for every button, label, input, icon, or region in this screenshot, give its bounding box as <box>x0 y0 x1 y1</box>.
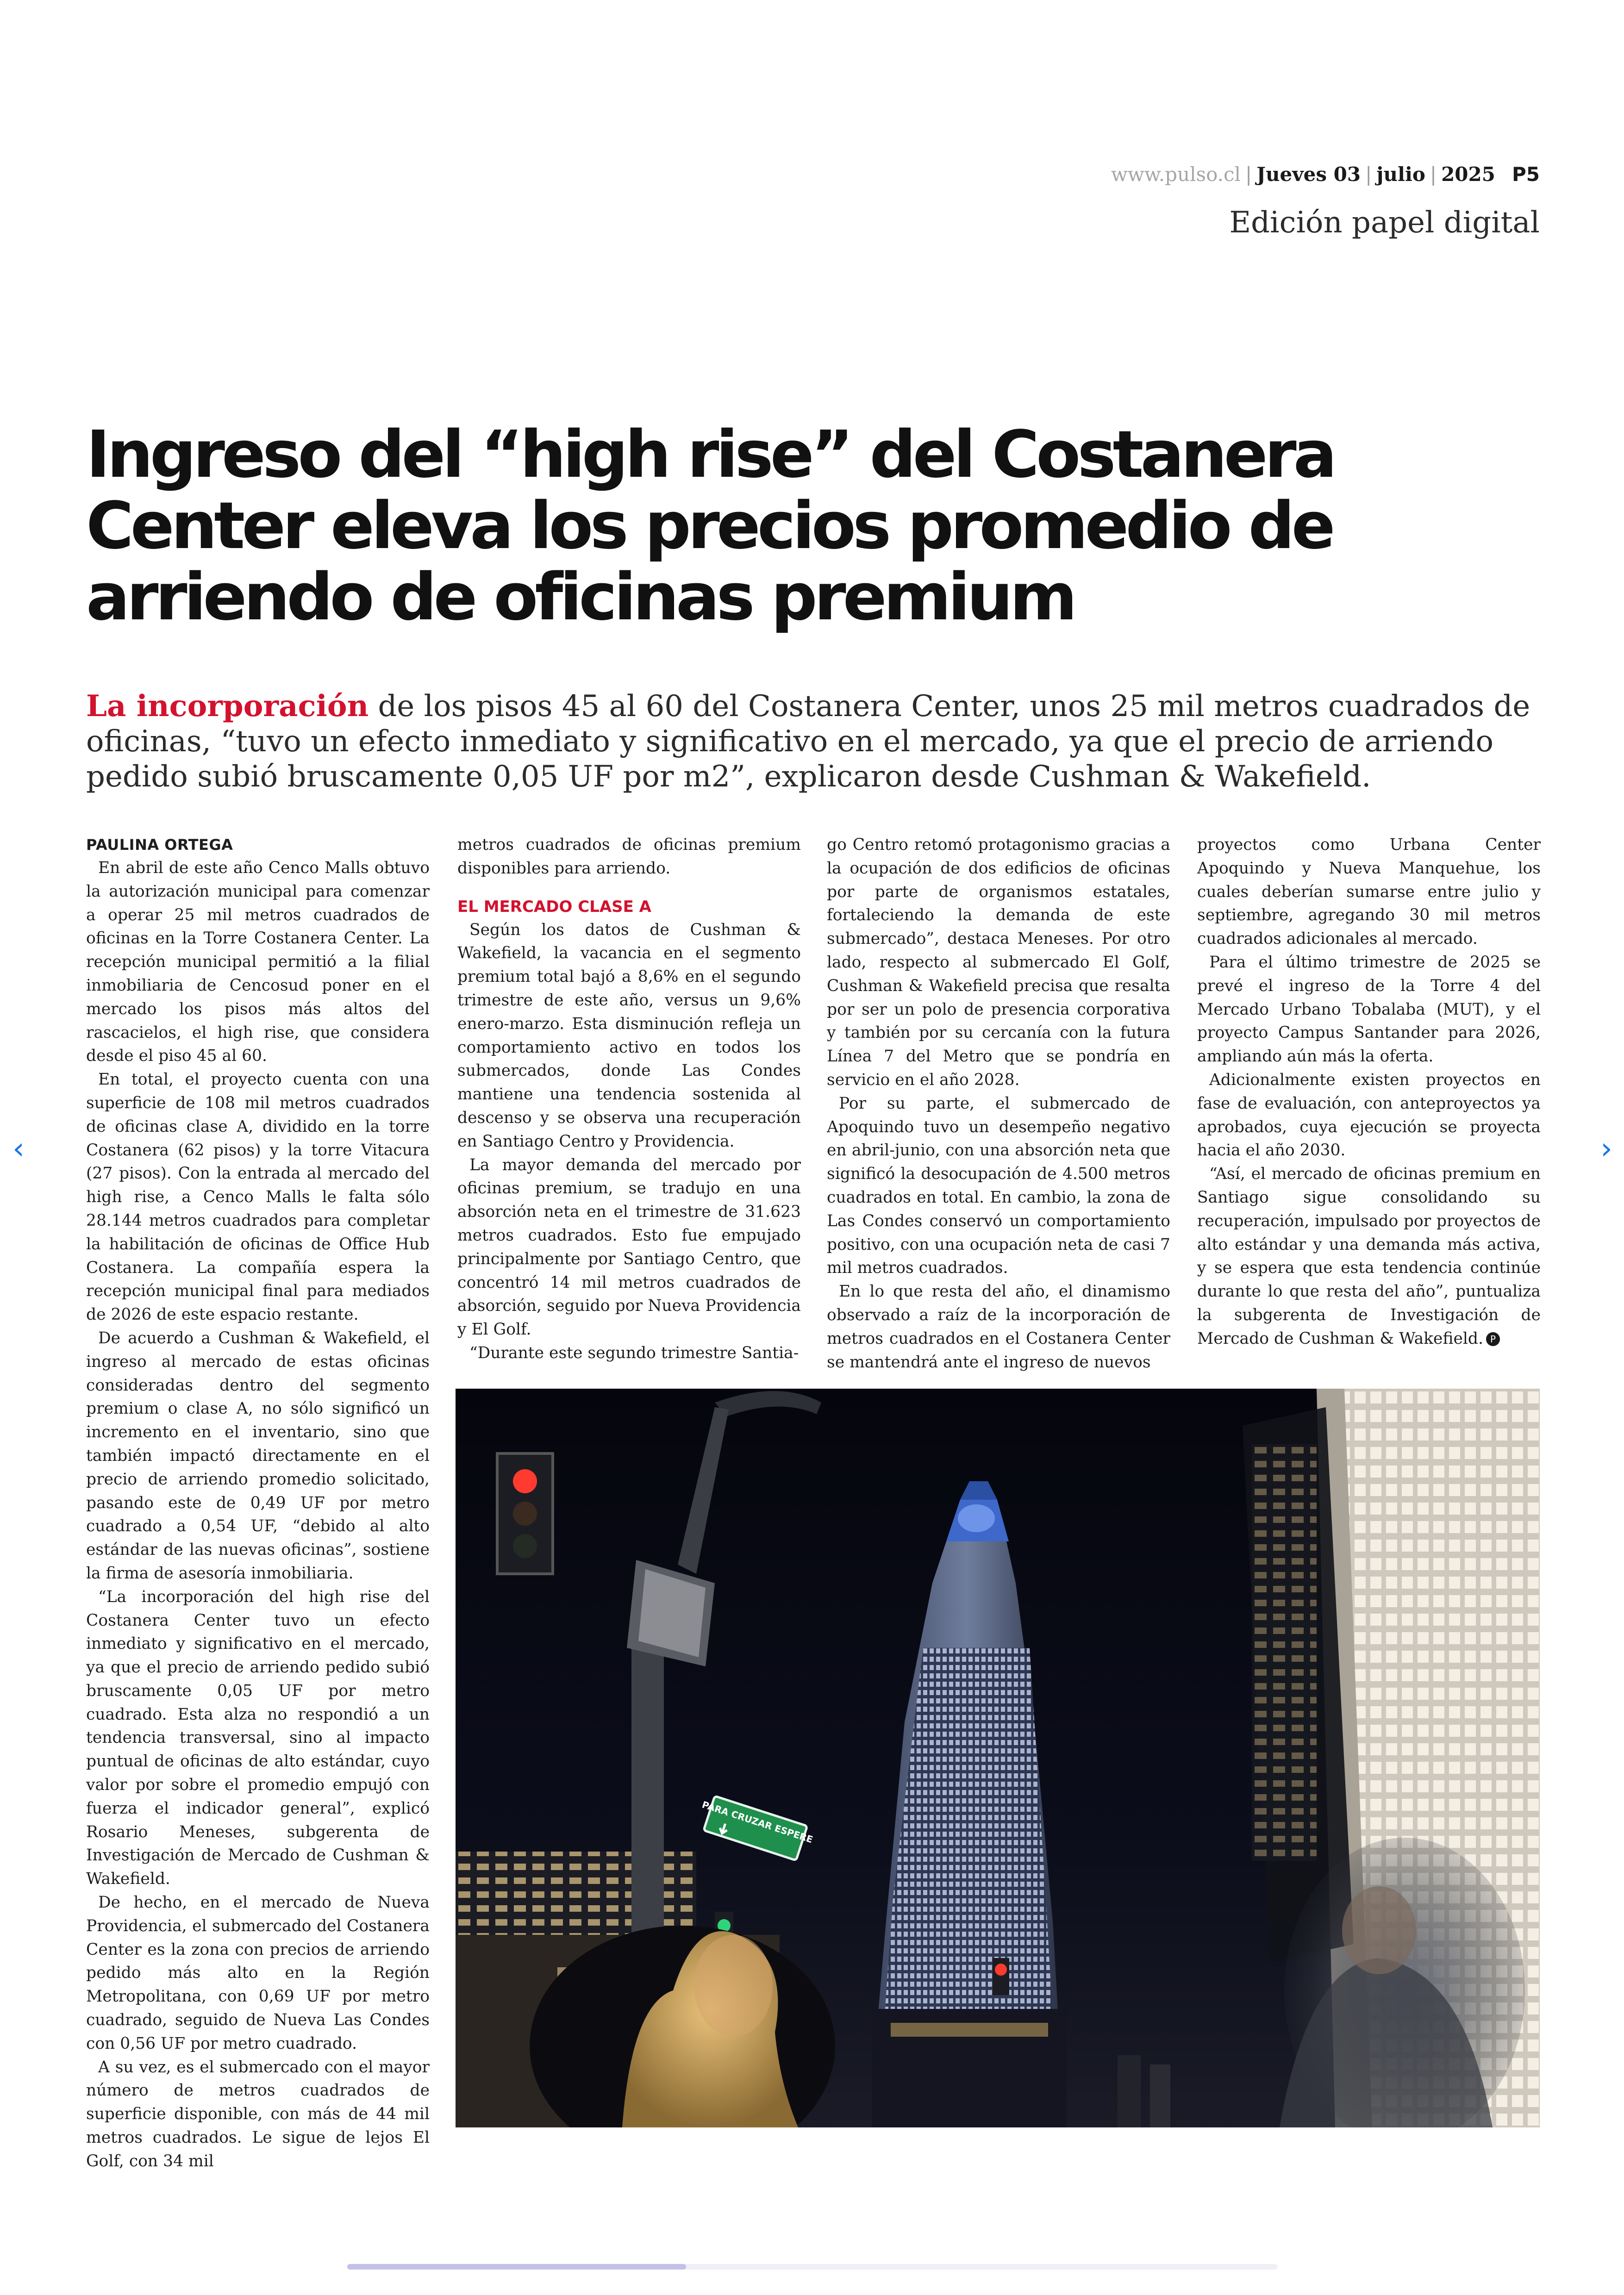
paragraph: De acuerdo a Cushman & Wakefield, el ingreso al mercado de estas oficinas consideradas dentro del segmento premium o clase A, no sólo significó un incremento en el inventario, sino que también impactó directamente en el precio de arriendo promedio solicitado, pasando este de 0,49 UF por metro cuadrado a 0,54 UF, “debido al alto estándar de las nuevas oficinas”, sostiene la firma de asesoría inmobiliaria. <box>86 1328 430 1583</box>
page-number: P5 <box>1512 163 1540 186</box>
paragraph: “La incorporación del high rise del Costanera Center tuvo un efecto inmediato y significativo en el mercado, ya que el precio de arriendo pedido subió bruscamente 0,05 UF por metro cuadrado. Esta alza no respondió a un tendencia transversal, sino al impacto puntual de oficinas de alto estándar, cuyo valor por sobre el promedio empujó con fuerza el indicador general”, explicó Rosario Meneses, subgerenta de Investigación de Mercado de Cushman & Wakefield. <box>86 1587 430 1889</box>
paragraph <box>1197 1162 1541 1350</box>
horizontal-scrollbar-thumb[interactable] <box>347 2264 686 2270</box>
paragraph: A su vez, es el submercado con el mayor número de metros cuadrados de superficie disponible, con más de 44 mil metros cuadrados. Le sigue de lejos El Golf, con 34 mil <box>86 2058 430 2170</box>
next-page-button[interactable]: › <box>1600 1132 1612 1166</box>
final-paragraph-text: “Así, el mercado de oficinas premium en Santiago sigue consolidando su recuperación, impulsado por proyectos de alto estándar y una demanda más activa, y se espera que esta tendencia continúe durante lo que resta del año”, puntualiza la subgerenta de Investigación de Mercado de Cushman & Wakefield. <box>1197 1165 1541 1348</box>
article-column-3 <box>827 833 1170 1374</box>
previous-page-button[interactable]: ‹ <box>12 1132 25 1166</box>
article-column-1 <box>86 833 430 2173</box>
byline: PAULINA ORTEGA <box>86 836 233 854</box>
issue-month: julio <box>1376 163 1425 186</box>
section-subhead: EL MERCADO CLASE A <box>457 897 651 916</box>
paragraph: Para el último trimestre de 2025 se prevé el ingreso de la Torre 4 del Mercado Urbano Tobalaba (MUT), y el proyecto Campus Santander para 2026, ampliando aún más la oferta. <box>1197 953 1541 1066</box>
night-street-scene <box>456 1389 1540 2127</box>
paragraph-continued: metros cuadrados de oficinas premium disponibles para arriendo. <box>457 836 801 878</box>
issue-year: 2025 <box>1441 163 1495 186</box>
issue-day: Jueves 03 <box>1256 163 1361 186</box>
paragraph: La mayor demanda del mercado por oficinas premium, se tradujo en una absorción neta en el trimestre de 31.623 metros cuadrados. Esto fue empujado principalmente por Santiago Centro, que concentró 14 mil metros cuadrados de absorción, seguido por Nueva Providencia y El Golf. <box>457 1155 801 1339</box>
paragraph: “Durante este segundo trimestre Santia- <box>469 1343 799 1362</box>
edition-label: Edición papel digital <box>1229 206 1540 240</box>
paragraph-continued: proyectos como Urbana Center Apoquindo y Nueva Manquehue, los cuales deberían sumarse entre julio y septiembre, agregando 30 mil metros cuadrados adicionales al mercado. <box>1197 836 1541 948</box>
paragraph: En lo que resta del año, el dinamismo observado a raíz de la incorporación de metros cuadrados en el Costanera Center se mantendrá ante el ingreso de nuevos <box>827 1282 1170 1372</box>
page-header: www.pulso.cl | Jueves 03 | julio | 2025 P5 <box>1111 163 1540 186</box>
article-photo <box>456 1389 1540 2127</box>
paragraph: En total, el proyecto cuenta con una superficie de 108 mil metros cuadrados de oficinas clase A, dividido en la torre Costanera (62 pisos) y la torre Vitacura (27 pisos). Con la entrada al mercado del high rise, a Cenco Malls le falta sólo 28.144 metros cuadrados para completar la habilitación de oficinas de Office Hub Costanera. La compañía espera la recepción municipal final para mediados de 2026 de este espacio restante. <box>86 1070 430 1324</box>
paragraph: Adicionalmente existen proyectos en fase de evaluación, con anteproyectos ya aprobados, cuya ejecución se proyecta hacia el año 2030. <box>1197 1070 1541 1160</box>
paragraph-continued: go Centro retomó protagonismo gracias a la ocupación de dos edificios de oficinas por parte de organismos estatales, fortaleciendo la demanda de este submercado”, destaca Meneses. Por otro lado, respecto al submercado El Golf, Cushman & Wakefield precisa que resalta por ser un polo de presencia corporativa y también por su cercanía con la futura Línea 7 del Metro que se pondría en servicio en el año 2028. <box>827 836 1170 1089</box>
article-headline: Ingreso del “high rise” del Costanera Center eleva los precios promedio de arriendo de oficinas premium <box>86 417 1334 635</box>
end-of-article-icon: P <box>1486 1332 1500 1346</box>
site-url[interactable]: www.pulso.cl <box>1111 163 1241 186</box>
lede-text: de los pisos 45 al 60 del Costanera Center, unos 25 mil metros cuadrados de oficinas, “tuvo un efecto inmediato y significativo en el mercado, ya que el precio de arriendo pedido subió bruscamente 0,05 UF por m2”, explicaron desde Cushman & Wakefield. <box>86 689 1530 794</box>
article-column-2 <box>457 833 801 1365</box>
paragraph: De hecho, en el mercado de Nueva Providencia, el submercado del Costanera Center es la zona con precios de arriendo pedido más alto en la Región Metropolitana, con 0,69 UF por metro cuadrado, seguido de Nueva Las Condes con 0,56 UF por metro cuadrado. <box>86 1893 430 2053</box>
paragraph: En abril de este año Cenco Malls obtuvo la autorización municipal para comenzar a operar 25 mil metros cuadrados de oficinas en la Torre Costanera Center. La recepción municipal permitió a la filial inmobiliaria de Cencosud poner en el mercado los pisos más altos del rascacielos, el high rise, que considera desde el piso 45 al 60. <box>86 859 430 1066</box>
article-lede <box>86 689 1554 794</box>
paragraph: Según los datos de Cushman & Wakefield, la vacancia en el segmento premium total bajó a 8,6% en el segundo trimestre de este año, versus un 9,6% enero-marzo. Esta disminución refleja un comportamiento activo en todos los submercados, donde Las Condes mantiene una tendencia sostenida al descenso y se observa una recuperación en Santiago Centro y Providencia. <box>457 920 801 1151</box>
street-sign-text: PARA CRUZAR ESPERE <box>700 1799 814 1846</box>
article-column-4 <box>1197 833 1541 1351</box>
lede-lead-in: La incorporación <box>86 689 369 723</box>
paragraph: Por su parte, el submercado de Apoquindo tuvo un desempeño negativo en abril-junio, con una absorción neta que significó la desocupación de 4.500 metros cuadrados en total. En cambio, la zona de Las Condes conservó un comportamiento positivo, con una ocupación neta de casi 7 mil metros cuadrados. <box>827 1094 1170 1278</box>
